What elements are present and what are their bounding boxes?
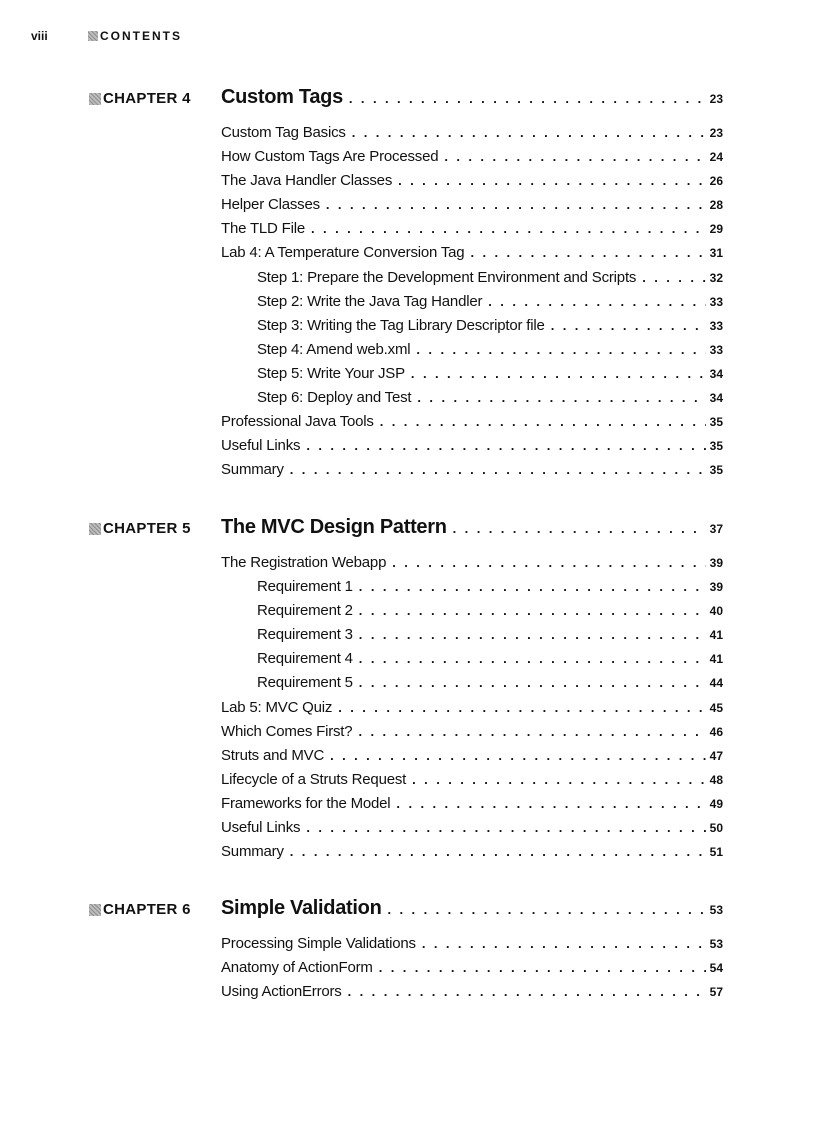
section-entry[interactable] — [221, 771, 723, 795]
entry-page-number: 35 — [709, 415, 723, 430]
section-entry[interactable] — [221, 196, 723, 220]
section-entry[interactable] — [221, 244, 723, 268]
chapter-title-link[interactable] — [221, 516, 723, 539]
entry-title: How Custom Tags Are Processed — [221, 148, 439, 166]
entry-title: Processing Simple Validations — [221, 935, 416, 952]
dot-leader — [398, 173, 706, 188]
dot-leader — [290, 462, 706, 477]
entry-title: Step 2: Write the Java Tag Handler — [257, 292, 483, 310]
subsection-entry[interactable] — [221, 269, 723, 293]
dot-leader — [444, 149, 705, 164]
dot-leader — [311, 221, 706, 236]
entry-title: Which Comes First? — [221, 722, 353, 740]
entry-page-number: 28 — [709, 198, 723, 213]
entry-title: Helper Classes — [221, 196, 320, 214]
subsection-entry[interactable] — [221, 578, 723, 602]
entry-title: Lab 4: A Temperature Conversion Tag — [221, 244, 465, 262]
dot-leader — [349, 91, 706, 106]
chapter-page-number: 37 — [709, 522, 723, 536]
chapter-title: The MVC Design Pattern — [221, 516, 447, 538]
entry-title: Useful Links — [221, 819, 301, 837]
section-entry[interactable] — [221, 172, 723, 196]
entry-page-number: 45 — [709, 700, 723, 715]
entry-title: Lab 5: MVC Quiz — [221, 698, 333, 716]
entry-title: Requirement 1 — [257, 578, 353, 596]
section-entry[interactable] — [221, 124, 723, 148]
entry-page-number: 23 — [709, 126, 723, 140]
subsection-entry[interactable] — [221, 650, 723, 674]
dot-leader — [290, 844, 706, 859]
dot-leader — [417, 390, 705, 405]
dot-leader — [411, 366, 706, 381]
square-marker-icon — [89, 93, 101, 105]
dot-leader — [642, 270, 705, 285]
entry-title: Useful Links — [221, 437, 301, 455]
subsection-entry[interactable] — [221, 602, 723, 626]
section-entry[interactable] — [221, 148, 723, 172]
entry-title: The TLD File — [221, 220, 306, 238]
section-entry[interactable] — [221, 795, 723, 819]
entry-page-number: 47 — [709, 748, 723, 763]
section-entry[interactable] — [221, 983, 723, 1007]
page-folio: viii — [31, 29, 48, 43]
dot-leader — [359, 651, 706, 666]
entry-page-number: 24 — [709, 150, 723, 165]
dot-leader — [488, 294, 705, 309]
chapter-number: CHAPTER 6 — [103, 901, 191, 918]
entry-page-number: 54 — [709, 961, 723, 976]
entry-page-number: 31 — [709, 246, 723, 261]
entry-title: Step 6: Deploy and Test — [257, 389, 412, 407]
chapter-heading — [0, 516, 816, 542]
dot-leader — [551, 318, 706, 333]
section-entry[interactable] — [221, 843, 723, 867]
entry-title: Step 1: Prepare the Development Environment and Scripts — [257, 268, 637, 286]
entry-page-number: 41 — [709, 628, 723, 643]
dot-leader — [470, 245, 705, 260]
dot-leader — [388, 902, 706, 917]
section-entry[interactable] — [221, 554, 723, 578]
entry-title: Frameworks for the Model — [221, 794, 391, 812]
entry-page-number: 29 — [709, 222, 723, 237]
section-entry[interactable] — [221, 819, 723, 843]
dot-leader — [338, 700, 705, 715]
section-entry[interactable] — [221, 413, 723, 437]
section-entry[interactable] — [221, 220, 723, 244]
entry-title: Summary — [221, 461, 284, 479]
subsection-entry[interactable] — [221, 389, 723, 413]
square-marker-icon — [89, 904, 101, 916]
entry-title: Step 5: Write Your JSP — [257, 364, 405, 382]
section-list — [221, 935, 723, 1007]
entry-title: Step 4: Amend web.xml — [257, 340, 411, 358]
subsection-entry[interactable] — [221, 626, 723, 650]
running-title-block — [88, 29, 182, 43]
chapter-title-link[interactable] — [221, 897, 723, 920]
entry-page-number: 57 — [709, 985, 723, 1000]
entry-title: Anatomy of ActionForm — [221, 959, 373, 977]
section-entry[interactable] — [221, 747, 723, 771]
entry-page-number: 34 — [709, 391, 723, 406]
entry-page-number: 51 — [709, 845, 723, 860]
dot-leader — [379, 960, 706, 975]
subsection-entry[interactable] — [221, 317, 723, 341]
entry-title: Requirement 4 — [257, 650, 353, 668]
entry-page-number: 35 — [709, 439, 723, 454]
entry-page-number: 40 — [709, 604, 723, 619]
dot-leader — [330, 748, 706, 763]
section-entry[interactable] — [221, 437, 723, 461]
entry-title: Lifecycle of a Struts Request — [221, 770, 407, 788]
subsection-entry[interactable] — [221, 341, 723, 365]
entry-title: Requirement 5 — [257, 674, 353, 692]
entry-title: Requirement 3 — [257, 626, 353, 644]
entry-title: Custom Tag Basics — [221, 124, 346, 141]
dot-leader — [359, 579, 706, 594]
running-title: CONTENTS — [100, 29, 182, 43]
entry-title: Professional Java Tools — [221, 413, 374, 431]
chapter-page-number: 53 — [709, 903, 723, 917]
dot-leader — [359, 603, 706, 618]
section-entry[interactable] — [221, 723, 723, 747]
entry-page-number: 44 — [709, 676, 723, 691]
subsection-entry[interactable] — [221, 674, 723, 698]
chapter-title: Simple Validation — [221, 897, 382, 919]
dot-leader — [306, 438, 705, 453]
entry-page-number: 46 — [709, 724, 723, 739]
dot-leader — [422, 936, 706, 951]
dot-leader — [453, 521, 706, 536]
chapter-label — [89, 90, 191, 107]
entry-page-number: 53 — [709, 937, 723, 951]
square-marker-icon — [89, 523, 101, 535]
entry-title: Step 3: Writing the Tag Library Descriptor file — [257, 316, 545, 334]
dot-leader — [358, 724, 705, 739]
entry-title: Using ActionErrors — [221, 983, 342, 1001]
dot-leader — [392, 555, 705, 570]
dot-leader — [380, 414, 706, 429]
entry-page-number: 35 — [709, 463, 723, 478]
dot-leader — [352, 125, 706, 140]
dot-leader — [348, 984, 706, 999]
entry-page-number: 50 — [709, 821, 723, 836]
section-list — [221, 124, 723, 485]
entry-page-number: 33 — [709, 294, 723, 309]
entry-page-number: 39 — [709, 556, 723, 570]
chapter-heading — [0, 897, 816, 923]
subsection-entry[interactable] — [221, 293, 723, 317]
dot-leader — [359, 627, 706, 642]
chapter-number: CHAPTER 4 — [103, 90, 191, 107]
section-list — [221, 554, 723, 867]
dot-leader — [412, 772, 706, 787]
section-entry[interactable] — [221, 699, 723, 723]
chapter-label — [89, 901, 191, 918]
dot-leader — [396, 796, 705, 811]
section-entry[interactable] — [221, 959, 723, 983]
entry-title: Summary — [221, 843, 284, 861]
entry-title: The Registration Webapp — [221, 554, 387, 571]
dot-leader — [359, 675, 706, 690]
entry-page-number: 48 — [709, 772, 723, 787]
entry-title: Struts and MVC — [221, 746, 325, 764]
subsection-entry[interactable] — [221, 365, 723, 389]
entry-page-number: 33 — [709, 342, 723, 357]
chapter-page-number: 23 — [709, 92, 723, 106]
chapter-title-link[interactable] — [221, 86, 723, 109]
entry-title: Requirement 2 — [257, 602, 353, 620]
section-entry[interactable] — [221, 461, 723, 485]
entry-page-number: 26 — [709, 174, 723, 189]
square-marker-icon — [88, 31, 98, 41]
section-entry[interactable] — [221, 935, 723, 959]
dot-leader — [326, 197, 706, 212]
chapter-title: Custom Tags — [221, 86, 343, 108]
entry-page-number: 49 — [709, 796, 723, 811]
entry-page-number: 41 — [709, 652, 723, 667]
chapter-heading — [0, 86, 816, 112]
entry-page-number: 32 — [709, 270, 723, 285]
entry-page-number: 34 — [709, 366, 723, 381]
entry-page-number: 39 — [709, 580, 723, 595]
dot-leader — [306, 820, 705, 835]
entry-title: The Java Handler Classes — [221, 172, 393, 190]
running-header — [31, 28, 182, 44]
chapter-label — [89, 520, 191, 537]
entry-page-number: 33 — [709, 318, 723, 333]
chapter-number: CHAPTER 5 — [103, 520, 191, 537]
dot-leader — [416, 342, 705, 357]
